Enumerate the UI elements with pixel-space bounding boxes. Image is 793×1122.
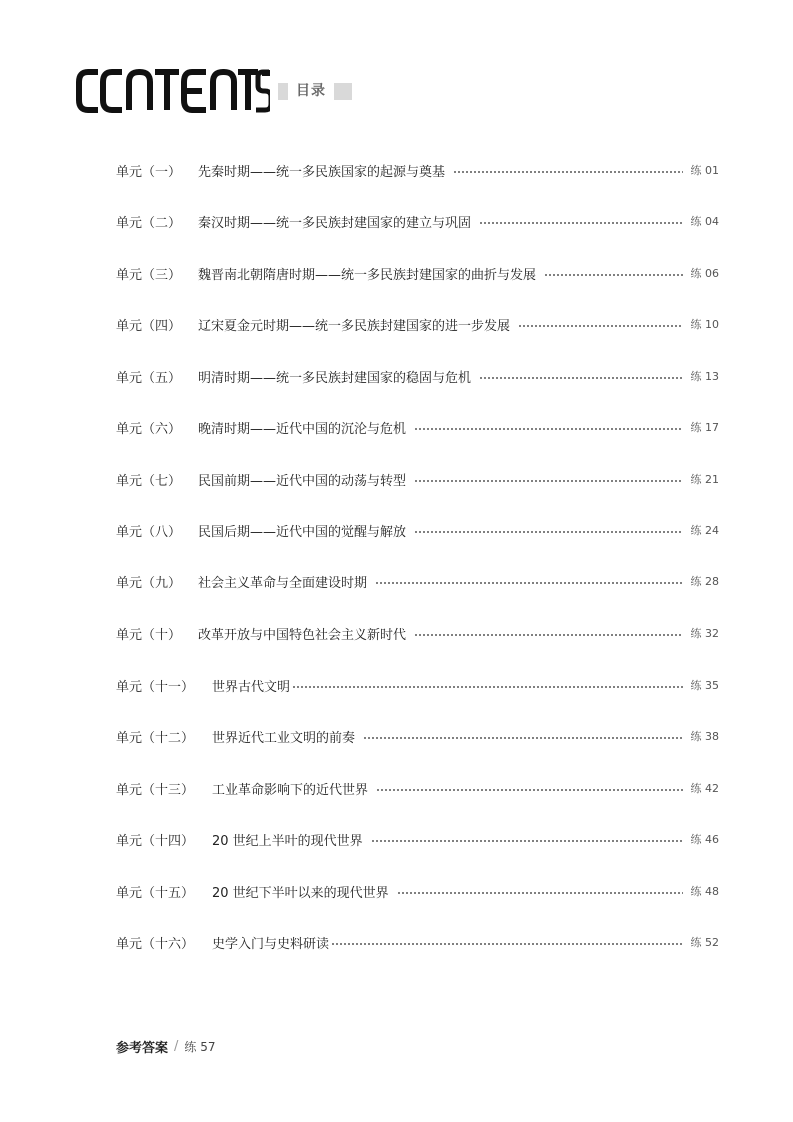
- toc-leader-dots: [414, 480, 682, 482]
- answers-separator: /: [174, 1038, 179, 1054]
- toc-page: 练 46: [690, 833, 719, 846]
- toc-page: 练 28: [690, 575, 719, 588]
- toc-leader-dots: [453, 171, 682, 173]
- toc-title: 世界古代文明: [212, 679, 291, 695]
- toc-page: 练 35: [690, 679, 719, 692]
- toc-row[interactable]: [116, 778, 719, 798]
- mulu-label: 目录: [296, 83, 326, 99]
- toc-unit: 单元（三）: [116, 267, 182, 283]
- toc-page: 练 04: [690, 215, 719, 228]
- toc-unit: 单元（十四）: [116, 833, 195, 849]
- toc-unit: 单元（九）: [116, 575, 182, 591]
- toc-unit: 单元（十二）: [116, 730, 195, 746]
- toc-page: 练 52: [690, 936, 719, 949]
- toc-row[interactable]: [116, 211, 719, 231]
- toc-page: 练 48: [690, 885, 719, 898]
- toc-unit: 单元（八）: [116, 524, 182, 540]
- toc-page: 练 38: [690, 730, 719, 743]
- toc-row[interactable]: [116, 160, 719, 180]
- contents-header: [76, 68, 376, 118]
- toc-row[interactable]: [116, 726, 719, 746]
- toc-row[interactable]: [116, 263, 719, 283]
- toc-title: 工业革命影响下的近代世界: [212, 782, 369, 798]
- toc-title: 辽宋夏金元时期——统一多民族封建国家的进一步发展: [198, 318, 511, 334]
- toc-unit: 单元（二）: [116, 215, 182, 231]
- toc-title: 晚清时期——近代中国的沉沦与危机: [198, 421, 407, 437]
- toc-row[interactable]: [116, 571, 719, 591]
- toc-row[interactable]: [116, 829, 719, 849]
- answers-label: 参考答案: [116, 1040, 169, 1056]
- toc-unit: 单元（五）: [116, 370, 182, 386]
- mulu-decor-right: [334, 83, 352, 100]
- toc-page: 练 21: [690, 473, 719, 486]
- toc-row[interactable]: [116, 675, 719, 695]
- toc-unit: 单元（十）: [116, 627, 182, 643]
- toc-row[interactable]: [116, 469, 719, 489]
- toc-leader-dots: [479, 377, 682, 379]
- toc-row[interactable]: [116, 623, 719, 643]
- toc-title: 社会主义革命与全面建设时期: [198, 575, 368, 591]
- toc-title: 民国后期——近代中国的觉醒与解放: [198, 524, 407, 540]
- toc-page: 练 32: [690, 627, 719, 640]
- toc-leader-dots: [331, 943, 682, 945]
- toc-page: 练 24: [690, 524, 719, 537]
- toc-unit: 单元（六）: [116, 421, 182, 437]
- toc-leader-dots: [518, 325, 682, 327]
- toc-unit: 单元（十五）: [116, 885, 195, 901]
- toc-leader-dots: [376, 789, 682, 791]
- toc-unit: 单元（四）: [116, 318, 182, 334]
- toc-title: 改革开放与中国特色社会主义新时代: [198, 627, 407, 643]
- toc-unit: 单元（十三）: [116, 782, 195, 798]
- toc-leader-dots: [363, 737, 682, 739]
- toc-title: 20 世纪下半叶以来的现代世界: [212, 885, 389, 901]
- toc-row[interactable]: [116, 314, 719, 334]
- answers-page: 练 57: [184, 1039, 216, 1054]
- toc-page: 练 10: [690, 318, 719, 331]
- toc-row[interactable]: [116, 366, 719, 386]
- toc-title: 民国前期——近代中国的动荡与转型: [198, 473, 407, 489]
- toc-unit: 单元（七）: [116, 473, 182, 489]
- toc-page: 练 42: [690, 782, 719, 795]
- toc-unit: 单元（十六）: [116, 936, 195, 952]
- toc-row[interactable]: [116, 932, 719, 952]
- toc-page: 练 13: [690, 370, 719, 383]
- contents-logo: [76, 68, 270, 114]
- toc-leader-dots: [414, 634, 682, 636]
- answers-entry[interactable]: [116, 1036, 216, 1056]
- toc-row[interactable]: [116, 417, 719, 437]
- toc-title: 世界近代工业文明的前奏: [212, 730, 356, 746]
- toc-page: 练 01: [690, 164, 719, 177]
- toc-leader-dots: [397, 892, 683, 894]
- toc-leader-dots: [292, 686, 682, 688]
- toc-leader-dots: [414, 428, 682, 430]
- toc-row[interactable]: [116, 881, 719, 901]
- toc-leader-dots: [544, 274, 682, 276]
- toc-leader-dots: [375, 582, 682, 584]
- toc-unit: 单元（十一）: [116, 679, 195, 695]
- toc-title: 先秦时期——统一多民族国家的起源与奠基: [198, 164, 446, 180]
- toc-title: 秦汉时期——统一多民族封建国家的建立与巩固: [198, 215, 472, 231]
- toc-title: 史学入门与史料研读: [212, 936, 330, 952]
- toc-title: 20 世纪上半叶的现代世界: [212, 833, 363, 849]
- toc-unit: 单元（一）: [116, 164, 182, 180]
- toc-leader-dots: [371, 840, 683, 842]
- toc-leader-dots: [479, 222, 682, 224]
- toc-title: 明清时期——统一多民族封建国家的稳固与危机: [198, 370, 472, 386]
- mulu-decor-left: [278, 83, 288, 100]
- toc-leader-dots: [414, 531, 682, 533]
- toc-row[interactable]: [116, 520, 719, 540]
- toc-page: 练 06: [690, 267, 719, 280]
- toc-title: 魏晋南北朝隋唐时期——统一多民族封建国家的曲折与发展: [198, 267, 537, 283]
- toc-page: 练 17: [690, 421, 719, 434]
